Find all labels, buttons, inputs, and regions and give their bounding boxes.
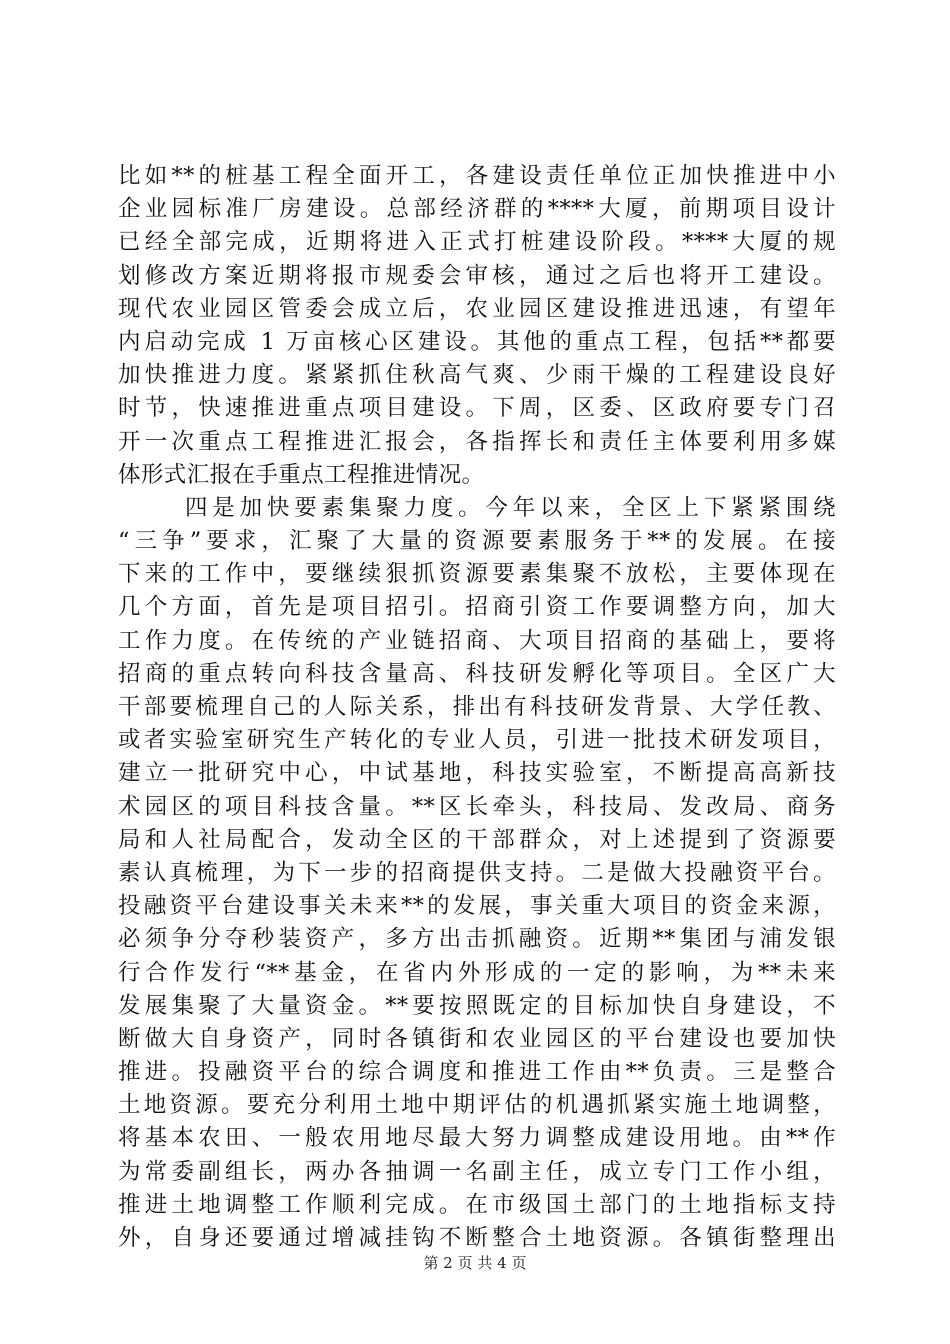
text-line: 工作力度。在传统的产业链招商、大项目招商的基础上，要将 (118, 627, 836, 654)
page-number-footer: 第 2 页 共 4 页 (423, 1254, 527, 1272)
text-line: 建立一批研究中心，中试基地，科技实验室，不断提高高新技 (118, 760, 836, 787)
text-line: 或者实验室研究生产转化的专业人员，引进一批技术研发项目， (118, 727, 836, 754)
text-line: 行合作发行“**基金，在省内外形成的一定的影响，为**未来 (118, 959, 836, 986)
text-line: 下来的工作中，要继续狠抓资源要素集聚不放松，主要体现在 (118, 561, 836, 588)
text-line: 现代农业园区管委会成立后，农业园区建设推进迅速，有望年 (118, 295, 836, 322)
text-line: 加快推进力度。紧紧抓住秋高气爽、少雨干燥的工程建设良好 (118, 362, 836, 389)
text-line: 推进土地调整工作顺利完成。在市级国土部门的土地指标支持 (118, 1191, 836, 1218)
text-line: 企业园标准厂房建设。总部经济群的****大厦，前期项目设计 (118, 196, 836, 223)
text-line: 比如**的桩基工程全面开工，各建设责任单位正加快推进中小 (118, 163, 836, 189)
text-line: 外，自身还要通过增减挂钩不断整合土地资源。各镇街整理出 (118, 1225, 836, 1251)
text-line: 体形式汇报在手重点工程推进情况。 (118, 461, 485, 488)
text-line: 投融资平台建设事关未来**的发展，事关重大项目的资金来源， (118, 893, 836, 920)
text-line: 必须争分夺秒装资产，多方出击抓融资。近期**集团与浦发银 (118, 926, 836, 953)
text-line: 发展集聚了大量资金。**要按照既定的目标加快自身建设，不 (118, 992, 836, 1019)
text-line: 几个方面，首先是项目招引。招商引资工作要调整方向，加大 (118, 594, 836, 621)
text-line: 为常委副组长，两办各抽调一名副主任，成立专门工作小组， (118, 1158, 836, 1185)
text-line: 划修改方案近期将报市规委会审核，通过之后也将开工建设。 (118, 262, 836, 289)
text-line: “三争”要求，汇聚了大量的资源要素服务于**的发展。在接 (118, 528, 836, 555)
text-line: 局和人社局配合，发动全区的干部群众，对上述提到了资源要 (118, 826, 836, 853)
text-line: 断做大自身资产，同时各镇街和农业园区的平台建设也要加快 (118, 1025, 836, 1052)
text-line: 招商的重点转向科技含量高、科技研发孵化等项目。全区广大 (118, 660, 836, 687)
text-line: 术园区的项目科技含量。**区长牵头，科技局、发改局、商务 (118, 793, 836, 820)
text-line: 土地资源。要充分利用土地中期评估的机遇抓紧实施土地调整， (118, 1092, 836, 1119)
text-line: 推进。投融资平台的综合调度和推进工作由**负责。三是整合 (118, 1059, 836, 1086)
text-line: 时节，快速推进重点项目建设。下周，区委、区政府要专门召 (118, 395, 836, 422)
text-line: 干部要梳理自己的人际关系，排出有科技研发背景、大学任教、 (118, 694, 836, 720)
text-line: 已经全部完成，近期将进入正式打桩建设阶段。****大厦的规 (118, 229, 836, 256)
paragraph-start-line: 四是加快要素集聚力度。今年以来，全区上下紧紧围绕 (185, 494, 836, 521)
text-line: 开一次重点工程推进汇报会，各指挥长和责任主体要利用多媒 (118, 428, 836, 455)
text-line: 将基本农田、一般农用地尽最大努力调整成建设用地。由**作 (118, 1125, 836, 1152)
text-line: 内启动完成 1 万亩核心区建设。其他的重点工程，包括**都要 (118, 328, 836, 355)
text-line: 素认真梳理，为下一步的招商提供支持。二是做大投融资平台。 (118, 859, 836, 886)
document-body (118, 160, 836, 1255)
